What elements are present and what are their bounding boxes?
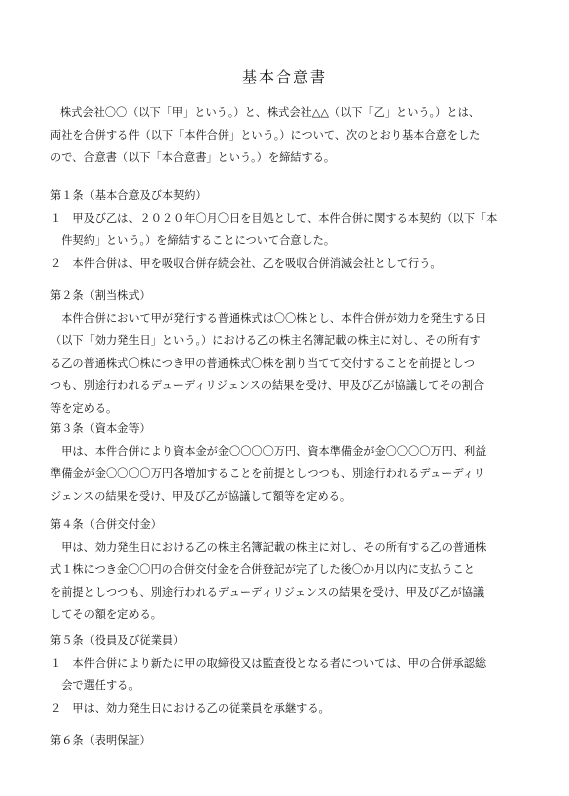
article-line: 等を定める。 (50, 401, 118, 415)
article-line: を前提としつつも、別途行われるデューディリジェンスの結果を受け、甲及び乙が協議 (50, 585, 485, 599)
article-line: 本件合併において甲が発行する普通株式は〇〇株とし、本件合併が効力を発生する日 (50, 311, 487, 325)
article-line: 件契約」という。）を締結することについて合意した。 (50, 234, 336, 247)
preamble-line: 株式会社〇〇（以下「甲」という。）と、株式会社△△（以下「乙」という。）とは、 (60, 106, 480, 119)
preamble-line: ので、合意書（以下「本合意書」という。）を締結する。 (50, 151, 336, 164)
document-title: 基本合意書 (241, 68, 327, 86)
article-3 (50, 418, 522, 508)
preamble (50, 102, 522, 170)
article-line: る乙の普通株式〇株につき甲の普通株式〇株を割り当てて交付することを前提としつ (50, 356, 475, 370)
article-heading: 第４条（合併交付金） (50, 518, 162, 531)
article-heading: 第１条（基本合意及び本契約） (50, 189, 207, 202)
article-line: ジェンスの結果を受け、甲及び乙が協議して額等を定める。 (50, 489, 352, 503)
article-line: １ 甲及び乙は、２０２０年〇月〇日を目処として、本件合併に関する本契約（以下「本 (50, 211, 498, 225)
article-1 (50, 185, 522, 275)
article-5 (50, 630, 522, 720)
article-heading: 第６条（表明保証） (50, 734, 151, 747)
article-line: 会で選任する。 (50, 679, 140, 692)
article-line: ２ 甲は、効力発生日における乙の従業員を承継する。 (50, 701, 330, 715)
article-line: １ 本件合併により新たに甲の取締役又は監査役となる者については、甲の合併承認総 (50, 656, 487, 670)
article-heading: 第３条（資本金等） (50, 422, 151, 435)
article-4 (50, 514, 522, 627)
article-6 (50, 730, 522, 753)
article-2 (50, 285, 522, 420)
article-line: つも、別途行われるデューディリジェンスの結果を受け、甲及び乙が協議してその割合 (50, 379, 485, 392)
article-line: 甲は、効力発生日における乙の株主名簿記載の株主に対し、その所有する乙の普通株 (50, 540, 487, 554)
preamble-line: 両社を合併する件（以下「本件合併」という。）について、次のとおり基本合意をした (50, 128, 481, 142)
article-heading: 第２条（割当株式） (50, 289, 151, 302)
article-line: （以下「効力発生日」という。）における乙の株主名簿記載の株主に対し、その所有す (50, 334, 481, 347)
article-line: してその額を定める。 (50, 608, 162, 621)
article-line: ２ 本件合併は、甲を吸収合併存続会社、乙を吸収合併消滅会社として行う。 (50, 256, 442, 270)
article-line: 準備金が金〇〇〇〇万円各増加することを前提としつつも、別途行われるデューディリ (50, 467, 486, 480)
article-line: 甲は、本件合併により資本金が金〇〇〇〇万円、資本準備金が金〇〇〇〇万円、利益 (50, 444, 487, 458)
article-heading: 第５条（役員及び従業員） (50, 634, 185, 647)
article-line: 式１株につき金〇〇円の合併交付金を合併登記が完了した後〇か月以内に支払うこと (50, 563, 475, 576)
